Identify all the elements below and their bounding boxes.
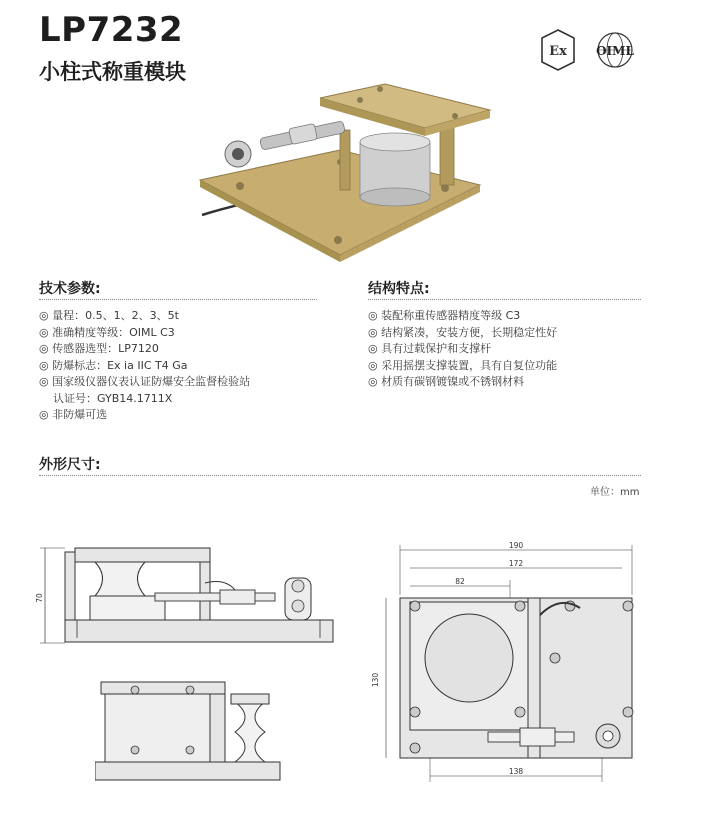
ex-logo <box>542 30 574 70</box>
spec-item: ◎ 准确精度等级：OIML C3 <box>39 325 175 339</box>
spec-item: ◎ 国家级仪器仪表认证防爆安全监督检验站 <box>39 375 251 388</box>
feature-item: ◎ 材质有碳钢镀镍或不锈钢材料 <box>368 375 525 388</box>
feature-item: ◎ 装配称重传感器精度等级 C3 <box>368 309 521 322</box>
product-name: 小柱式称重模块 <box>39 60 186 84</box>
spec-item: ◎ 传感器选型：LP7120 <box>39 342 159 355</box>
feature-item: ◎ 具有过载保护和支撑杆 <box>368 342 492 355</box>
oiml-logo-text: OIML <box>596 44 634 58</box>
model-number: LP7232 <box>39 10 184 50</box>
spec-item: ◎ 非防爆可选 <box>39 408 108 421</box>
features-divider <box>368 299 641 300</box>
side-view-drawing <box>35 538 340 650</box>
spec-item-cert-number: 认证号：GYB14.1711X <box>53 391 173 405</box>
top-view-drawing <box>370 540 650 785</box>
product-photo <box>190 70 500 265</box>
dim-height: 70 <box>35 593 44 603</box>
unit-label: 单位：mm <box>590 487 640 498</box>
oiml-logo <box>596 33 634 67</box>
spec-item: ◎ 防爆标志：Ex ia IIC T4 Ga <box>39 358 188 372</box>
dim-inner-width: 172 <box>508 559 524 568</box>
feature-item: ◎ 采用摇摆支撑装置，具有自复位功能 <box>368 358 558 372</box>
certification-logos <box>538 28 648 72</box>
spec-item: ◎ 量程：0.5、1、2、3、5t <box>39 309 179 322</box>
feature-item: ◎ 结构紧凑，安装方便，长期稳定性好 <box>368 325 558 339</box>
dim-depth: 130 <box>371 672 380 688</box>
dimensions-title: 外形尺寸: <box>39 457 101 473</box>
specs-title: 技术参数: <box>39 281 101 297</box>
ex-logo-text: Ex <box>549 44 567 59</box>
specs-list <box>39 308 319 424</box>
features-title: 结构特点: <box>368 281 430 297</box>
dim-center-offset: 82 <box>455 577 465 586</box>
dim-overall-width: 190 <box>508 541 524 550</box>
specs-divider <box>39 299 317 300</box>
front-view-drawing <box>95 672 285 787</box>
features-list <box>368 308 648 391</box>
dim-base-length: 138 <box>508 767 524 776</box>
dimensions-divider <box>39 475 641 476</box>
